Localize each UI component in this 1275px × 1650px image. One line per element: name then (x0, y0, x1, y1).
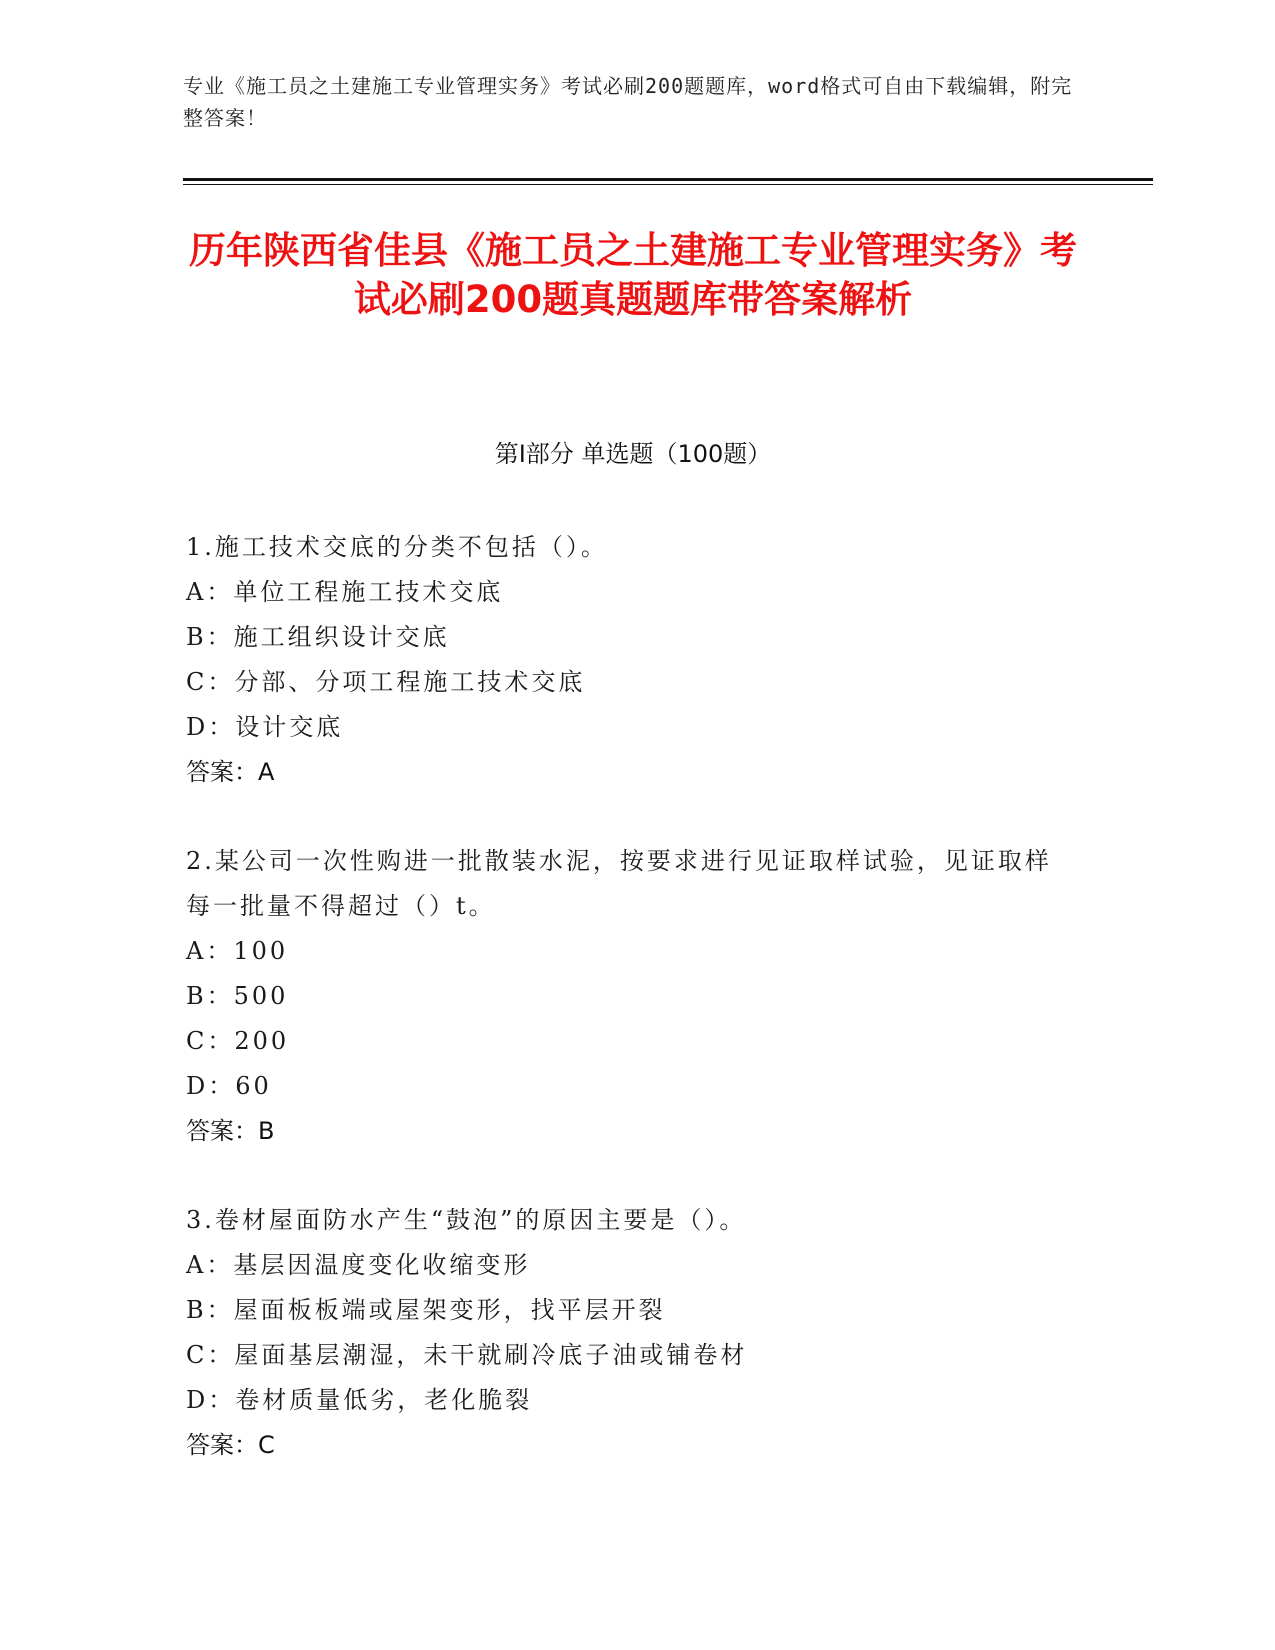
header-rule-thin (183, 184, 1153, 185)
option-c: C：200 (186, 1027, 290, 1055)
header-note: 专业《施工员之土建施工专业管理实务》考试必刷200题题库，word格式可自由下载编辑，附完整答案！ (183, 74, 1073, 130)
option-b: B：500 (186, 982, 289, 1010)
question-stem: 2.某公司一次性购进一批散装水泥，按要求进行见证取样试验，见证取样每一批量不得超过（）t。 (186, 847, 1052, 920)
question-2 (186, 839, 1066, 1154)
option-a: A：单位工程施工技术交底 (186, 578, 504, 606)
option-c: C：分部、分项工程施工技术交底 (186, 668, 586, 696)
option-b: B：施工组织设计交底 (186, 623, 450, 651)
option-d: D：60 (186, 1072, 272, 1100)
question-1 (186, 525, 1066, 795)
answer-line: 答案：C (186, 1431, 275, 1459)
option-b: B：屋面板板端或屋架变形，找平层开裂 (186, 1296, 666, 1324)
option-d: D：卷材质量低劣，老化脆裂 (186, 1386, 533, 1414)
section-heading: 第I部分 单选题（100题） (494, 440, 772, 468)
question-list (186, 525, 1066, 1512)
option-d: D：设计交底 (186, 713, 344, 741)
question-stem: 3.卷材屋面防水产生“鼓泡”的原因主要是（）。 (186, 1206, 747, 1234)
option-c: C：屋面基层潮湿，未干就刷冷底子油或铺卷材 (186, 1341, 748, 1369)
option-a: A：100 (186, 937, 289, 965)
answer-line: 答案：A (186, 758, 275, 786)
option-a: A：基层因温度变化收缩变形 (186, 1251, 531, 1279)
header-rule-thick (183, 178, 1153, 181)
question-stem: 1.施工技术交底的分类不包括（）。 (186, 533, 608, 561)
document-title: 历年陕西省佳县《施工员之土建施工专业管理实务》考试必刷200题真题题库带答案解析 (189, 229, 1077, 321)
answer-line: 答案：B (186, 1117, 275, 1145)
question-3 (186, 1198, 1066, 1468)
